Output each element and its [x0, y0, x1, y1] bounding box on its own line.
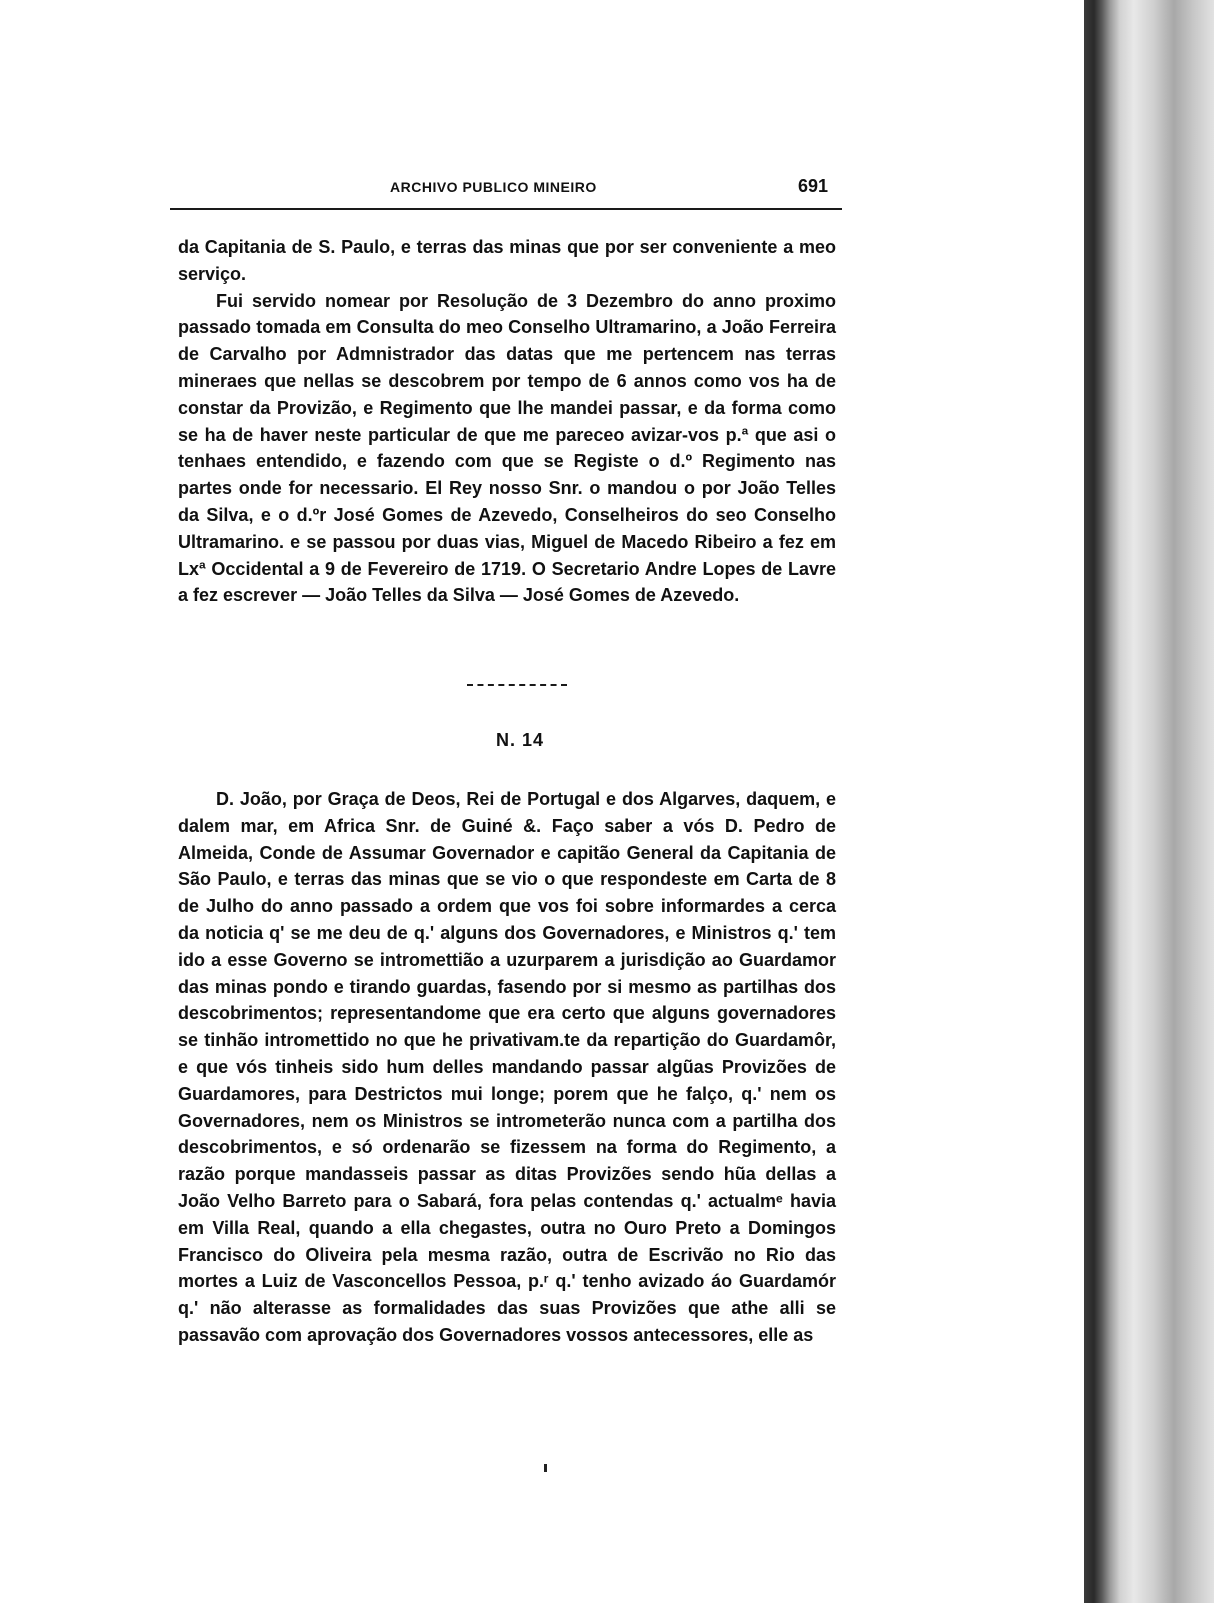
paragraph: D. João, por Graça de Deos, Rei de Portugal e dos Algarves, daquem, e dalem mar, em Africa Snr. de Guiné &. Faço saber a vós D. Pedro de Almeida, Conde de Assumar Governador e capitão General da Capitania de São Paulo, e terras das minas que se vio o que respondeste em Carta de 8 de Julho do anno passado a ordem que vos foi sobre informardes a cerca da noticia q' se me deu de q.' alguns dos Governadores, e Ministros q.' tem ido a esse Governo se intromettião a uzurparem a jurisdição ao Guardamor das minas pondo e tirando guardas, fasendo por si mesmo as partilhas dos descobrimentos; representandome que era certo que alguns governadores se tinhão intromettido no que he privativam.te da repartição do Guardamôr, e que vós tinheis sido hum delles mandando passar algũas Provizões de Guardamores, para Destrictos mui longe; porem que he falço, q.' nem os Governadores, nem os Ministros se intrometerão nunca com a partilha dos descobrimentos, e só ordenarão se fizessem na forma do Regimento, a razão porque mandasseis passar as ditas Provizões sendo hũa dellas a João Velho Barreto para o Sabará, fora pelas contendas q.' actualmᵉ havia em Villa Real, quando a ella chegastes, outra no Ouro Preto a Domingos Francisco do Oliveira pela mesma razão, outra de Escrivão no Rio das mortes a Luiz de Vasconcellos Pessoa, p.ʳ q.' tenho avizado áo Guardamór q.' não alterasse as formalidades das suas Provizões que athe alli se passavão com aprovação dos Governadores vossos antecessores, elle as: [178, 789, 836, 1345]
binding-edge: [1084, 0, 1214, 1603]
running-head: [170, 176, 842, 210]
running-title: ARCHIVO PUBLICO MINEIRO: [390, 179, 597, 195]
page-number: 691: [797, 176, 828, 196]
paragraph: Fui servido nomear por Resolução de 3 Dezembro do anno proximo passado tomada em Consulta do meo Conselho Ultramarino, a João Ferreira de Carvalho por Admnistrador das datas que me pertencem nas terras mineraes que nellas se descobrem por tempo de 6 annos como vos ha de constar da Provizão, e Regimento que lhe mandei passar, e da forma como se ha de haver neste particular de que me pareceo avizar-vos p.ª que asi o tenhaes entendido, e fazendo com que se Registe o d.º Regimento nas partes onde for necessario. El Rey nosso Snr. o mandou o por João Telles da Silva, e o d.ºr José Gomes de Azevedo, Conselheiros do seo Conselho Ultramarino. e se passou por duas vias, Miguel de Macedo Ribeiro a fez em Lxª Occidental a 9 de Fevereiro de 1719. O Secretario Andre Lopes de Lavre a fez escrever — João Telles da Silva — José Gomes de Azevedo.: [178, 290, 836, 606]
paragraph: da Capitania de S. Paulo, e terras das minas que por ser conveniente a meo serviço.: [178, 237, 836, 284]
text-block-one: [178, 234, 836, 609]
header-rule: [170, 208, 842, 210]
footer-mark: [544, 1464, 547, 1472]
text-block-two: [178, 786, 836, 1349]
section-separator: [467, 684, 567, 688]
document-number: N. 14: [495, 730, 545, 750]
